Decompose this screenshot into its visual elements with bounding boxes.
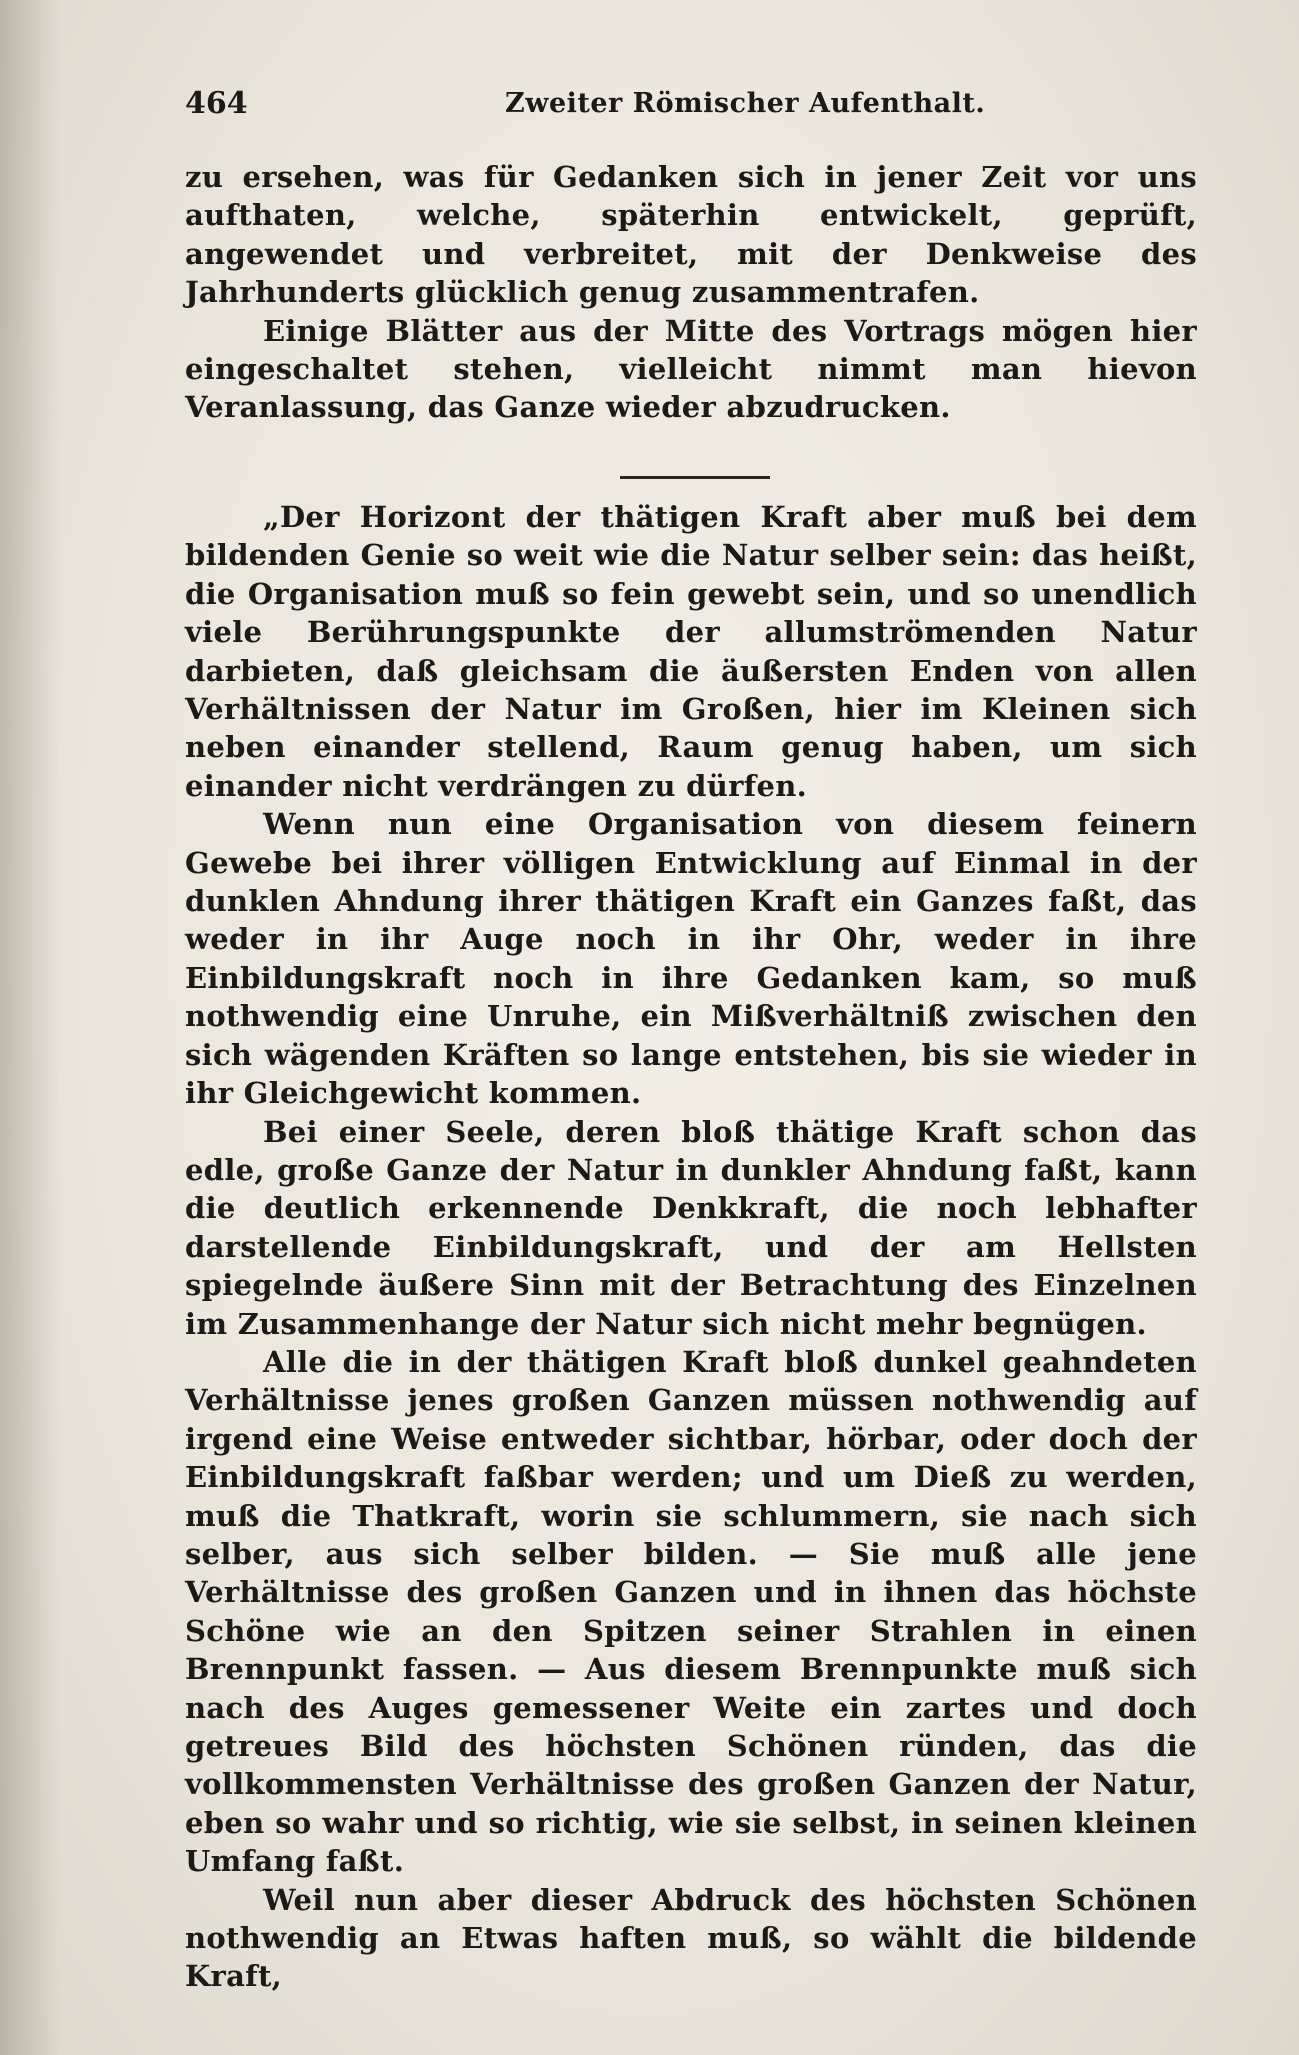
paragraph: Alle die in der thätigen Kraft bloß dunkel geahndeten Verhältnisse jenes großen Ganzen müssen nothwendig auf irgend eine Weise entweder sichtbar, hörbar, oder doch der Einbildungskraft faßbar werden; und um Dieß zu werden, muß die Thatkraft, worin sie schlummern, sie nach sich selber, aus sich selber bilden. — Sie muß alle jene Verhältnisse des großen Ganzen und in ihnen das höchste Schöne wie an den Spitzen seiner Strahlen in einen Brennpunkt fassen. — Aus diesem Brennpunkte muß sich nach des Auges gemessener Weite ein zartes und doch getreues Bild des höchsten Schönen ründen, das die vollkommensten Verhältnisse des großen Ganzen der Natur, eben so wahr und so richtig, wie sie selbst, in seinen kleinen Umfang faßt. — [185, 1344, 1197, 1879]
paragraph: zu ersehen, was für Gedanken sich in jener Zeit vor uns aufthaten, welche, späterhin entwickelt, geprüft, angewendet und verbreitet, mit der Denkweise des Jahrhunderts glücklich genug zusammentrafen. — [185, 160, 1197, 310]
intro-text — [185, 158, 1197, 427]
paragraph: Weil nun aber dieser Abdruck des höchsten Schönen nothwendig an Etwas haften muß, so wählt die bildende Kraft, — [185, 1882, 1197, 1994]
spine-shadow — [0, 0, 60, 2055]
section-separator-rule — [620, 476, 770, 479]
paragraph: Einige Blätter aus der Mitte des Vortrags mögen hier eingeschaltet stehen, vielleicht nimmt man hievon Veranlassung, das Ganze wieder abzudrucken. — [185, 313, 1197, 425]
paragraph: „Der Horizont der thätigen Kraft aber muß bei dem bildenden Genie so weit wie die Natur selber sein: das heißt, die Organisation muß so fein gewebt sein, und so unendlich viele Berührungspunkte der allumströmenden Natur darbieten, daß gleichsam die äußersten Enden von allen Verhältnissen der Natur im Großen, hier im Kleinen sich neben einander stellend, Raum genug haben, um sich einander nicht verdrängen zu dürfen. — [185, 500, 1197, 803]
page-number: 464 — [185, 86, 248, 121]
paragraph: Wenn nun eine Organisation von diesem feinern Gewebe bei ihrer völligen Entwicklung auf Einmal in der dunklen Ahndung ihrer thätigen Kraft ein Ganzes faßt, das weder in ihr Auge noch in ihr Ohr, weder in ihre Einbildungskraft noch in ihre Gedanken kam, so muß nothwendig eine Unruhe, ein Mißverhältniß zwischen den sich wägenden Kräften so lange entstehen, bis sie wieder in ihr Gleichgewicht kommen. — [185, 807, 1197, 1111]
running-title: Zweiter Römischer Aufenthalt. — [505, 88, 986, 119]
running-head — [185, 86, 1205, 126]
paragraph: Bei einer Seele, deren bloß thätige Kraft schon das edle, große Ganze der Natur in dunkler Ahndung faßt, kann die deutlich erkennende Denkkraft, die noch lebhafter darstellende Einbildungskraft, und der am Hellsten spiegelnde äußere Sinn mit der Betrachtung des Einzelnen im Zusammenhange der Natur sich nicht mehr begnügen. — [185, 1114, 1197, 1341]
quoted-lecture-text — [185, 498, 1197, 1996]
